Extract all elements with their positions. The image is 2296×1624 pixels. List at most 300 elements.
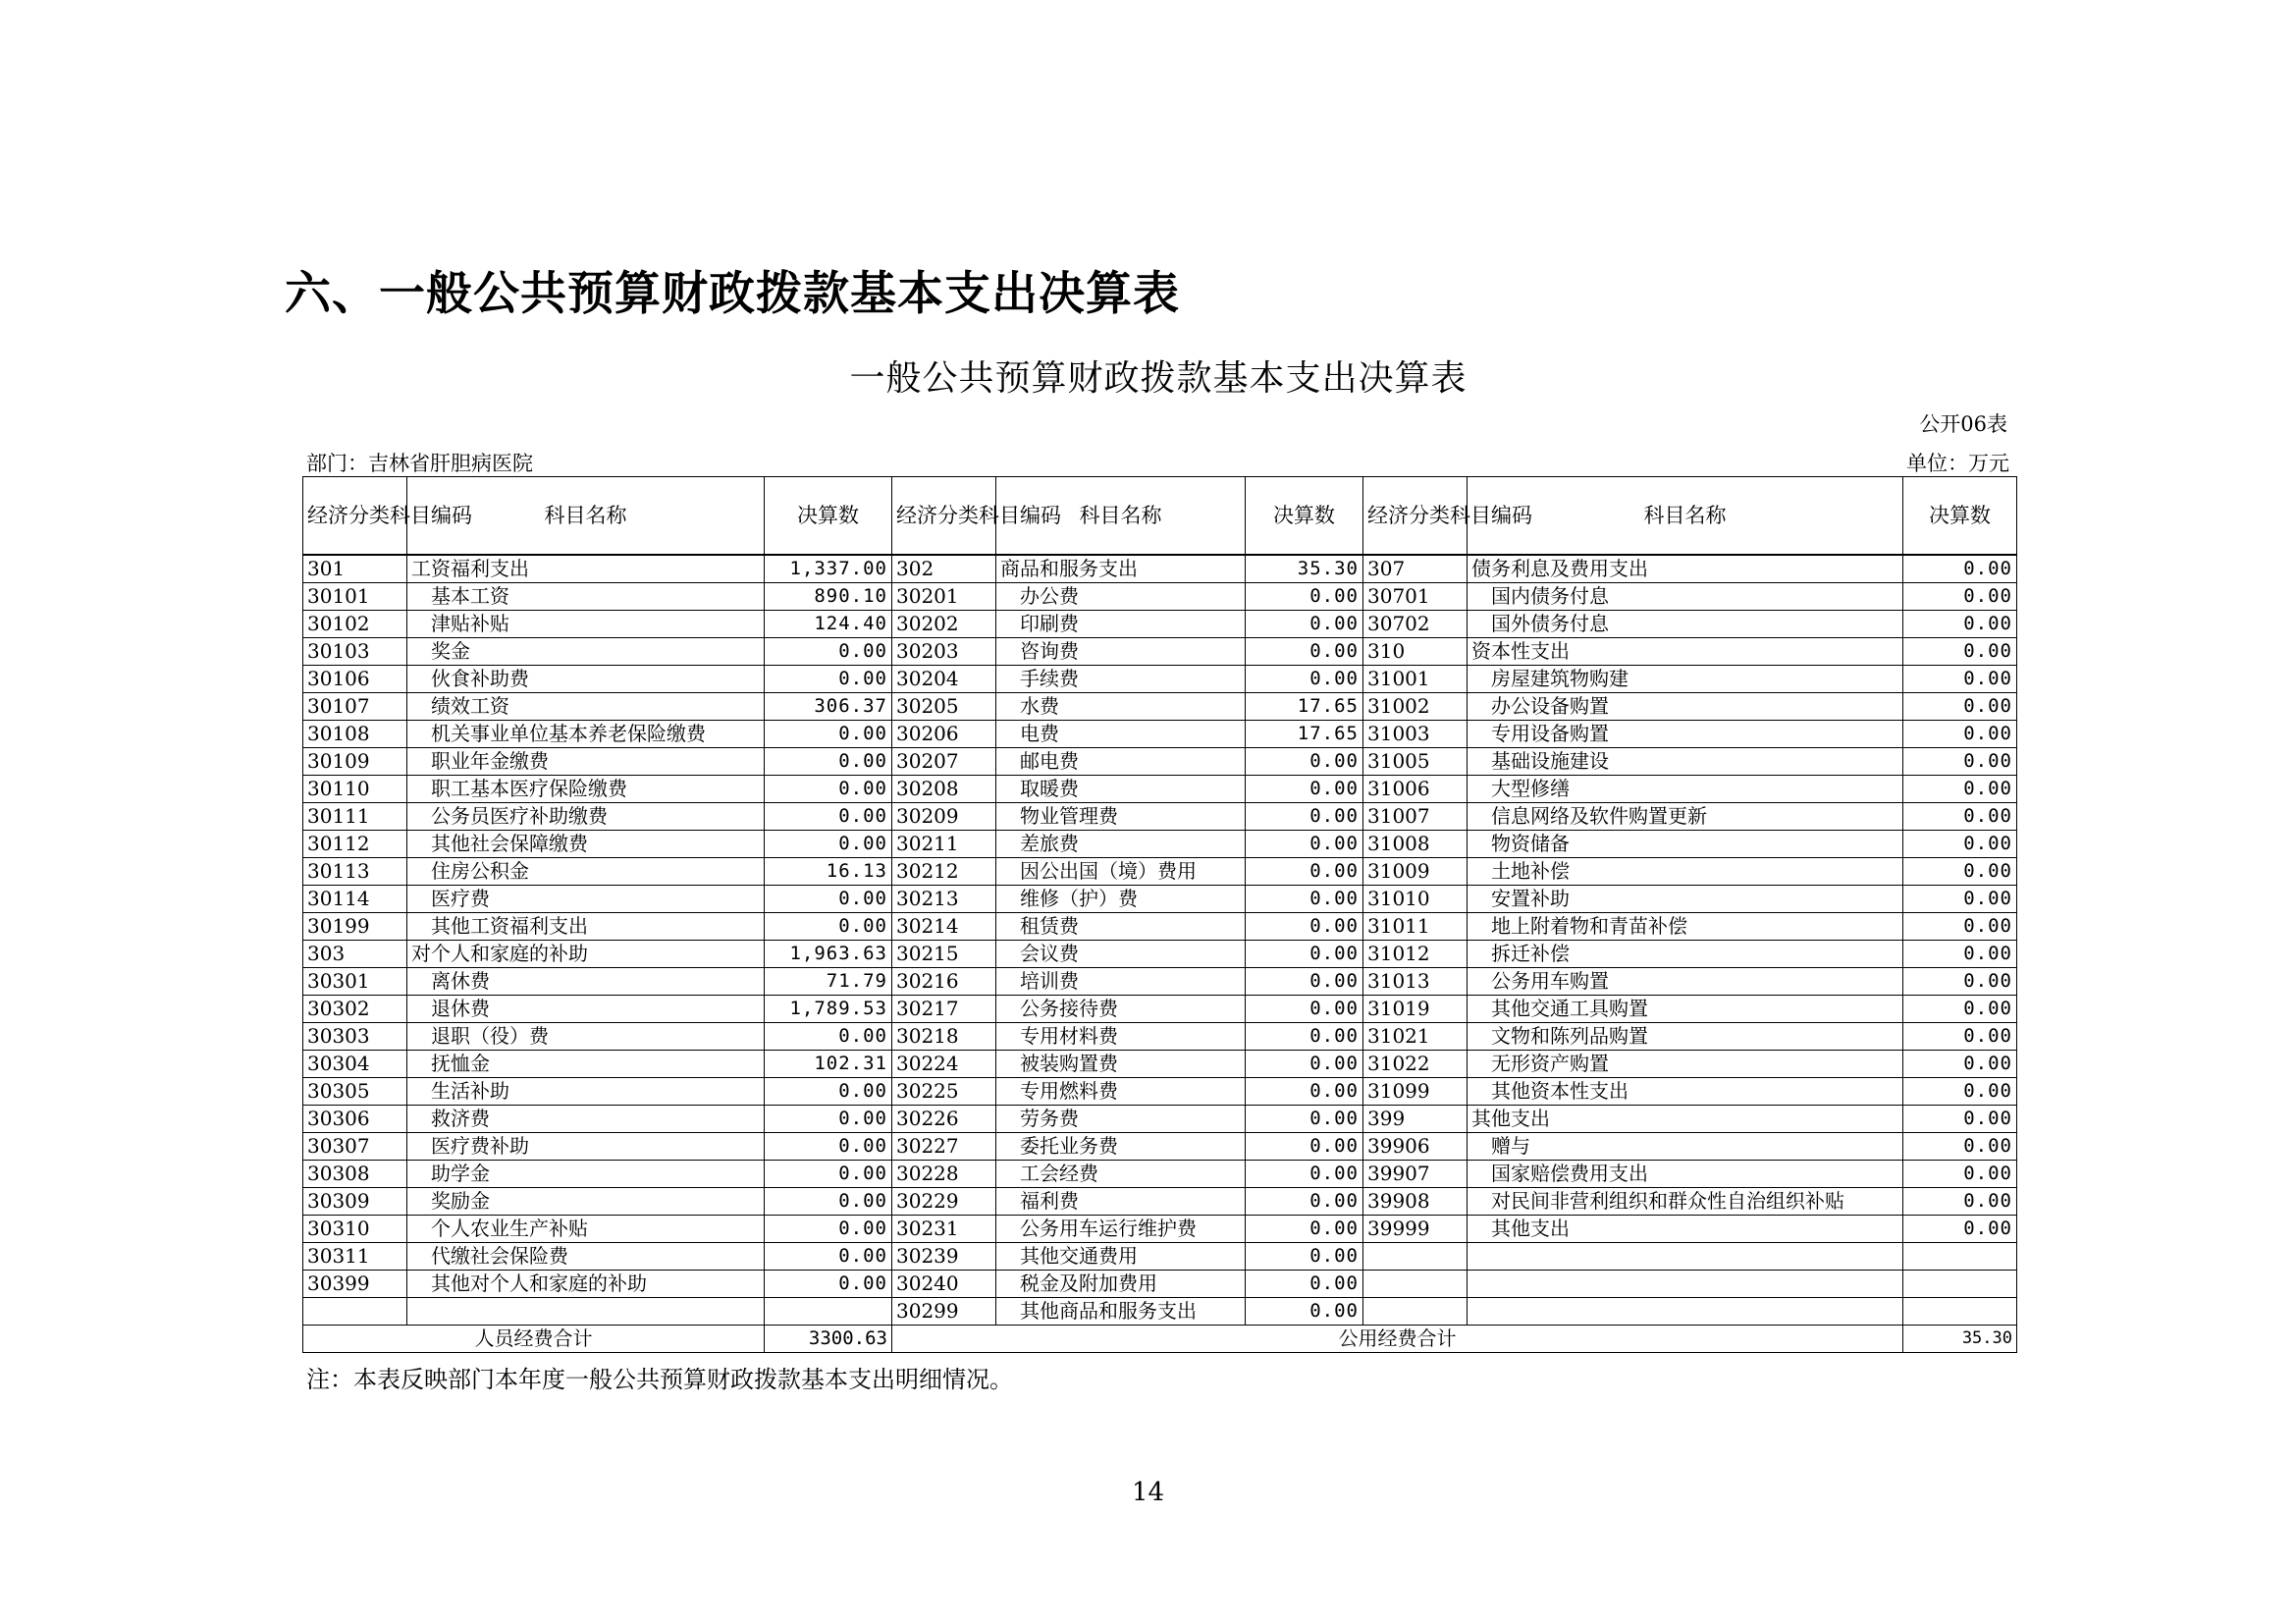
personnel-total-label: 人员经费合计 [303, 1326, 765, 1353]
cell-name: 手续费 [996, 666, 1246, 693]
cell-amount: 0.00 [1903, 831, 2017, 858]
cell-code: 30213 [892, 886, 996, 913]
cell-amount: 0.00 [765, 803, 892, 831]
table-note: 注：本表反映部门本年度一般公共预算财政拨款基本支出明细情况。 [306, 1366, 1013, 1393]
cell-name: 维修（护）费 [996, 886, 1246, 913]
cell-amount: 0.00 [1903, 638, 2017, 666]
cell-amount: 0.00 [1246, 583, 1363, 611]
cell-amount: 0.00 [765, 1216, 892, 1243]
cell-name: 地上附着物和青苗补偿 [1468, 913, 1903, 941]
table-row [303, 693, 2017, 721]
cell-code: 30108 [303, 721, 407, 748]
cell-code [1363, 1243, 1468, 1271]
cell-name: 文物和陈列品购置 [1468, 1023, 1903, 1051]
cell-name: 退休费 [407, 996, 765, 1023]
cell-code: 30206 [892, 721, 996, 748]
cell-code: 30304 [303, 1051, 407, 1078]
cell-name: 土地补偿 [1468, 858, 1903, 886]
cell-code: 30207 [892, 748, 996, 776]
cell-name: 个人农业生产补贴 [407, 1216, 765, 1243]
cell-name: 其他对个人和家庭的补助 [407, 1271, 765, 1298]
cell-name: 医疗费 [407, 886, 765, 913]
cell-name: 国内债务付息 [1468, 583, 1903, 611]
cell-amount: 0.00 [765, 913, 892, 941]
cell-name: 专用燃料费 [996, 1078, 1246, 1106]
cell-code: 30310 [303, 1216, 407, 1243]
cell-amount: 17.65 [1246, 693, 1363, 721]
table-row [303, 803, 2017, 831]
cell-name: 其他资本性支出 [1468, 1078, 1903, 1106]
table-row [303, 776, 2017, 803]
table-row [303, 666, 2017, 693]
cell-code: 30199 [303, 913, 407, 941]
cell-name: 咨询费 [996, 638, 1246, 666]
cell-amount [1903, 1243, 2017, 1271]
table-row [303, 1051, 2017, 1078]
cell-name: 奖励金 [407, 1188, 765, 1216]
cell-amount: 0.00 [1246, 1078, 1363, 1106]
cell-name: 会议费 [996, 941, 1246, 968]
cell-name: 劳务费 [996, 1106, 1246, 1133]
cell-amount: 0.00 [1246, 1051, 1363, 1078]
cell-code: 39906 [1363, 1133, 1468, 1161]
cell-code: 31002 [1363, 693, 1468, 721]
cell-code: 30240 [892, 1271, 996, 1298]
cell-code: 31009 [1363, 858, 1468, 886]
cell-amount: 0.00 [1246, 913, 1363, 941]
table-body [303, 555, 2017, 1326]
header-code: 经济分类科目编码 [1363, 477, 1468, 556]
header-amount: 决算数 [765, 477, 892, 556]
cell-amount: 306.37 [765, 693, 892, 721]
table-row [303, 1271, 2017, 1298]
cell-code: 30239 [892, 1243, 996, 1271]
cell-name: 差旅费 [996, 831, 1246, 858]
cell-name: 住房公积金 [407, 858, 765, 886]
cell-name: 公务员医疗补助缴费 [407, 803, 765, 831]
cell-name: 基本工资 [407, 583, 765, 611]
cell-code: 30204 [892, 666, 996, 693]
cell-code: 302 [892, 555, 996, 583]
cell-name: 办公费 [996, 583, 1246, 611]
table-row [303, 996, 2017, 1023]
cell-name: 离休费 [407, 968, 765, 996]
cell-code: 31010 [1363, 886, 1468, 913]
cell-name: 国家赔偿费用支出 [1468, 1161, 1903, 1188]
table-row [303, 858, 2017, 886]
section-title: 六、一般公共预算财政拨款基本支出决算表 [285, 267, 1180, 321]
cell-name: 公务接待费 [996, 996, 1246, 1023]
cell-code: 30205 [892, 693, 996, 721]
cell-amount: 0.00 [1246, 666, 1363, 693]
cell-code: 39907 [1363, 1161, 1468, 1188]
cell-code: 30215 [892, 941, 996, 968]
cell-name: 取暖费 [996, 776, 1246, 803]
cell-code: 30308 [303, 1161, 407, 1188]
cell-amount: 0.00 [765, 776, 892, 803]
cell-code: 30211 [892, 831, 996, 858]
cell-code: 30102 [303, 611, 407, 638]
cell-amount: 0.00 [1246, 803, 1363, 831]
cell-amount: 0.00 [1246, 1188, 1363, 1216]
cell-name: 生活补助 [407, 1078, 765, 1106]
cell-code: 310 [1363, 638, 1468, 666]
cell-code: 30218 [892, 1023, 996, 1051]
cell-code: 30227 [892, 1133, 996, 1161]
cell-amount: 0.00 [1903, 858, 2017, 886]
cell-code: 30702 [1363, 611, 1468, 638]
unit-label: 单位：万元 [1906, 452, 2009, 475]
cell-code: 30113 [303, 858, 407, 886]
cell-code: 301 [303, 555, 407, 583]
cell-amount: 16.13 [765, 858, 892, 886]
table-row [303, 968, 2017, 996]
cell-code: 39999 [1363, 1216, 1468, 1243]
cell-name: 邮电费 [996, 748, 1246, 776]
table-row [303, 1023, 2017, 1051]
cell-amount: 0.00 [1246, 886, 1363, 913]
cell-name: 水费 [996, 693, 1246, 721]
cell-code: 303 [303, 941, 407, 968]
table-row [303, 886, 2017, 913]
cell-amount: 0.00 [765, 748, 892, 776]
cell-code: 30231 [892, 1216, 996, 1243]
department-label: 部门：吉林省肝胆病医院 [306, 452, 533, 475]
table-code: 公开06表 [1919, 412, 2007, 436]
cell-amount: 1,789.53 [765, 996, 892, 1023]
cell-code: 30110 [303, 776, 407, 803]
cell-code: 307 [1363, 555, 1468, 583]
cell-code: 30306 [303, 1106, 407, 1133]
cell-name: 其他支出 [1468, 1216, 1903, 1243]
cell-code: 30305 [303, 1078, 407, 1106]
cell-amount: 0.00 [1903, 1161, 2017, 1188]
header-code: 经济分类科目编码 [892, 477, 996, 556]
cell-amount: 0.00 [765, 1243, 892, 1271]
cell-amount: 0.00 [765, 831, 892, 858]
cell-amount: 0.00 [1246, 1243, 1363, 1271]
cell-amount: 35.30 [1246, 555, 1363, 583]
cell-name: 伙食补助费 [407, 666, 765, 693]
cell-code: 30212 [892, 858, 996, 886]
cell-name: 其他交通工具购置 [1468, 996, 1903, 1023]
cell-amount: 0.00 [1246, 748, 1363, 776]
cell-name: 专用设备购置 [1468, 721, 1903, 748]
cell-amount: 0.00 [1246, 1271, 1363, 1298]
cell-amount: 0.00 [1903, 968, 2017, 996]
cell-name: 抚恤金 [407, 1051, 765, 1078]
cell-code: 30228 [892, 1161, 996, 1188]
table-row [303, 1216, 2017, 1243]
cell-code: 31005 [1363, 748, 1468, 776]
cell-name: 办公设备购置 [1468, 693, 1903, 721]
cell-amount: 0.00 [1903, 1078, 2017, 1106]
cell-amount: 890.10 [765, 583, 892, 611]
cell-name: 医疗费补助 [407, 1133, 765, 1161]
cell-amount: 0.00 [1246, 996, 1363, 1023]
table-row [303, 1133, 2017, 1161]
cell-code: 30225 [892, 1078, 996, 1106]
cell-amount: 0.00 [765, 666, 892, 693]
cell-name: 大型修缮 [1468, 776, 1903, 803]
cell-name: 退职（役）费 [407, 1023, 765, 1051]
cell-amount: 0.00 [765, 1188, 892, 1216]
cell-name: 工会经费 [996, 1161, 1246, 1188]
cell-amount: 0.00 [1246, 968, 1363, 996]
cell-amount: 0.00 [1903, 803, 2017, 831]
cell-amount: 0.00 [765, 886, 892, 913]
cell-code: 30109 [303, 748, 407, 776]
header-code: 经济分类科目编码 [303, 477, 407, 556]
cell-amount: 0.00 [1903, 886, 2017, 913]
cell-name: 代缴社会保险费 [407, 1243, 765, 1271]
cell-name [407, 1298, 765, 1326]
cell-amount: 0.00 [765, 721, 892, 748]
cell-amount: 0.00 [1246, 776, 1363, 803]
cell-code: 31008 [1363, 831, 1468, 858]
table-row [303, 831, 2017, 858]
cell-code: 30229 [892, 1188, 996, 1216]
table-row [303, 555, 2017, 583]
cell-code: 31099 [1363, 1078, 1468, 1106]
cell-name: 基础设施建设 [1468, 748, 1903, 776]
cell-code: 30399 [303, 1271, 407, 1298]
expenditure-table [302, 476, 2017, 1353]
cell-amount [1903, 1298, 2017, 1326]
cell-name: 福利费 [996, 1188, 1246, 1216]
cell-code: 31012 [1363, 941, 1468, 968]
cell-name: 国外债务付息 [1468, 611, 1903, 638]
cell-code: 30217 [892, 996, 996, 1023]
cell-name: 物业管理费 [996, 803, 1246, 831]
cell-code: 30103 [303, 638, 407, 666]
cell-amount: 0.00 [1246, 941, 1363, 968]
cell-code: 30303 [303, 1023, 407, 1051]
cell-name: 对民间非营利组织和群众性自治组织补贴 [1468, 1188, 1903, 1216]
cell-name: 被装购置费 [996, 1051, 1246, 1078]
cell-name: 职工基本医疗保险缴费 [407, 776, 765, 803]
cell-amount: 0.00 [765, 1023, 892, 1051]
cell-amount: 0.00 [1903, 693, 2017, 721]
cell-code: 31021 [1363, 1023, 1468, 1051]
cell-amount: 0.00 [1246, 638, 1363, 666]
table-row [303, 1188, 2017, 1216]
cell-code: 30201 [892, 583, 996, 611]
cell-code: 30216 [892, 968, 996, 996]
cell-name [1468, 1271, 1903, 1298]
cell-code: 30107 [303, 693, 407, 721]
public-total-label: 公用经费合计 [892, 1326, 1903, 1353]
cell-amount: 0.00 [1246, 1133, 1363, 1161]
cell-amount: 0.00 [1246, 1298, 1363, 1326]
cell-name: 工资福利支出 [407, 555, 765, 583]
cell-name: 信息网络及软件购置更新 [1468, 803, 1903, 831]
cell-code: 31003 [1363, 721, 1468, 748]
cell-amount: 0.00 [1903, 1106, 2017, 1133]
cell-code: 30301 [303, 968, 407, 996]
cell-amount: 0.00 [1246, 1216, 1363, 1243]
cell-amount: 0.00 [1246, 858, 1363, 886]
cell-amount: 0.00 [1903, 941, 2017, 968]
cell-amount: 0.00 [1246, 1106, 1363, 1133]
table-row [303, 941, 2017, 968]
header-name: 科目名称 [996, 477, 1246, 556]
totals-row [303, 1326, 2017, 1353]
cell-code: 31019 [1363, 996, 1468, 1023]
cell-name: 救济费 [407, 1106, 765, 1133]
cell-name: 委托业务费 [996, 1133, 1246, 1161]
cell-amount: 0.00 [1903, 776, 2017, 803]
cell-code: 31013 [1363, 968, 1468, 996]
cell-code: 30208 [892, 776, 996, 803]
cell-name: 拆迁补偿 [1468, 941, 1903, 968]
cell-amount: 0.00 [1903, 721, 2017, 748]
cell-amount: 0.00 [1903, 555, 2017, 583]
table-row [303, 1078, 2017, 1106]
cell-amount: 0.00 [765, 1161, 892, 1188]
cell-amount: 0.00 [1903, 611, 2017, 638]
header-amount: 决算数 [1246, 477, 1363, 556]
cell-amount: 0.00 [1903, 1133, 2017, 1161]
cell-code: 30112 [303, 831, 407, 858]
header-row [303, 477, 2017, 556]
cell-amount: 0.00 [1903, 583, 2017, 611]
cell-code: 30209 [892, 803, 996, 831]
cell-amount: 0.00 [1903, 1023, 2017, 1051]
table-row [303, 913, 2017, 941]
cell-amount: 0.00 [1246, 1161, 1363, 1188]
cell-name: 职业年金缴费 [407, 748, 765, 776]
cell-name: 物资储备 [1468, 831, 1903, 858]
cell-name: 公务用车运行维护费 [996, 1216, 1246, 1243]
cell-code [1363, 1298, 1468, 1326]
table-title: 一般公共预算财政拨款基本支出决算表 [849, 358, 1468, 399]
public-total-amount: 35.30 [1903, 1326, 2017, 1353]
cell-name: 绩效工资 [407, 693, 765, 721]
cell-name: 其他工资福利支出 [407, 913, 765, 941]
cell-amount: 102.31 [765, 1051, 892, 1078]
cell-name: 其他社会保障缴费 [407, 831, 765, 858]
cell-code: 31022 [1363, 1051, 1468, 1078]
cell-amount: 0.00 [765, 638, 892, 666]
cell-amount: 0.00 [765, 1078, 892, 1106]
cell-name: 公务用车购置 [1468, 968, 1903, 996]
cell-amount: 0.00 [765, 1106, 892, 1133]
table-row [303, 748, 2017, 776]
cell-amount [1903, 1271, 2017, 1298]
table-row [303, 1243, 2017, 1271]
cell-amount [765, 1298, 892, 1326]
cell-code [1363, 1271, 1468, 1298]
cell-amount: 0.00 [765, 1271, 892, 1298]
cell-code: 30224 [892, 1051, 996, 1078]
table-row [303, 1298, 2017, 1326]
cell-amount: 1,337.00 [765, 555, 892, 583]
personnel-total-amount: 3300.63 [765, 1326, 892, 1353]
cell-amount: 0.00 [1903, 666, 2017, 693]
cell-amount: 0.00 [1246, 1023, 1363, 1051]
cell-amount: 0.00 [1246, 611, 1363, 638]
cell-name: 无形资产购置 [1468, 1051, 1903, 1078]
cell-code: 31011 [1363, 913, 1468, 941]
cell-code: 30106 [303, 666, 407, 693]
cell-amount: 0.00 [1903, 1051, 2017, 1078]
cell-code: 31007 [1363, 803, 1468, 831]
cell-code: 30299 [892, 1298, 996, 1326]
cell-name: 机关事业单位基本养老保险缴费 [407, 721, 765, 748]
cell-amount: 0.00 [1246, 831, 1363, 858]
page-number: 14 [1131, 1478, 1165, 1507]
cell-code [303, 1298, 407, 1326]
cell-name: 专用材料费 [996, 1023, 1246, 1051]
header-amount: 决算数 [1903, 477, 2017, 556]
cell-code: 31001 [1363, 666, 1468, 693]
cell-amount: 0.00 [1903, 1216, 2017, 1243]
cell-code: 30203 [892, 638, 996, 666]
cell-amount: 0.00 [1903, 1188, 2017, 1216]
cell-name: 商品和服务支出 [996, 555, 1246, 583]
cell-name: 因公出国（境）费用 [996, 858, 1246, 886]
table-row [303, 638, 2017, 666]
cell-amount: 71.79 [765, 968, 892, 996]
cell-code: 31006 [1363, 776, 1468, 803]
cell-name: 房屋建筑物购建 [1468, 666, 1903, 693]
table-row [303, 583, 2017, 611]
cell-code: 30114 [303, 886, 407, 913]
cell-code: 30101 [303, 583, 407, 611]
cell-name [1468, 1298, 1903, 1326]
cell-name: 其他交通费用 [996, 1243, 1246, 1271]
cell-name: 租赁费 [996, 913, 1246, 941]
cell-name: 安置补助 [1468, 886, 1903, 913]
cell-name: 税金及附加费用 [996, 1271, 1246, 1298]
cell-name: 资本性支出 [1468, 638, 1903, 666]
cell-amount: 124.40 [765, 611, 892, 638]
cell-amount: 0.00 [1903, 748, 2017, 776]
cell-name: 培训费 [996, 968, 1246, 996]
cell-code: 30701 [1363, 583, 1468, 611]
cell-code: 30309 [303, 1188, 407, 1216]
cell-name: 赠与 [1468, 1133, 1903, 1161]
cell-code: 30202 [892, 611, 996, 638]
cell-name: 债务利息及费用支出 [1468, 555, 1903, 583]
cell-name: 印刷费 [996, 611, 1246, 638]
table-row [303, 1106, 2017, 1133]
table-row [303, 1161, 2017, 1188]
cell-code: 30311 [303, 1243, 407, 1271]
cell-code: 30111 [303, 803, 407, 831]
header-name: 科目名称 [407, 477, 765, 556]
cell-code: 30226 [892, 1106, 996, 1133]
cell-amount: 0.00 [765, 1133, 892, 1161]
cell-name: 助学金 [407, 1161, 765, 1188]
cell-code: 30307 [303, 1133, 407, 1161]
cell-name: 对个人和家庭的补助 [407, 941, 765, 968]
cell-name: 津贴补贴 [407, 611, 765, 638]
cell-code: 399 [1363, 1106, 1468, 1133]
cell-amount: 17.65 [1246, 721, 1363, 748]
header-name: 科目名称 [1468, 477, 1903, 556]
cell-name: 其他商品和服务支出 [996, 1298, 1246, 1326]
cell-name [1468, 1243, 1903, 1271]
cell-code: 30302 [303, 996, 407, 1023]
cell-code: 30214 [892, 913, 996, 941]
cell-amount: 0.00 [1903, 996, 2017, 1023]
cell-name: 其他支出 [1468, 1106, 1903, 1133]
cell-amount: 0.00 [1903, 913, 2017, 941]
cell-code: 39908 [1363, 1188, 1468, 1216]
cell-amount: 1,963.63 [765, 941, 892, 968]
